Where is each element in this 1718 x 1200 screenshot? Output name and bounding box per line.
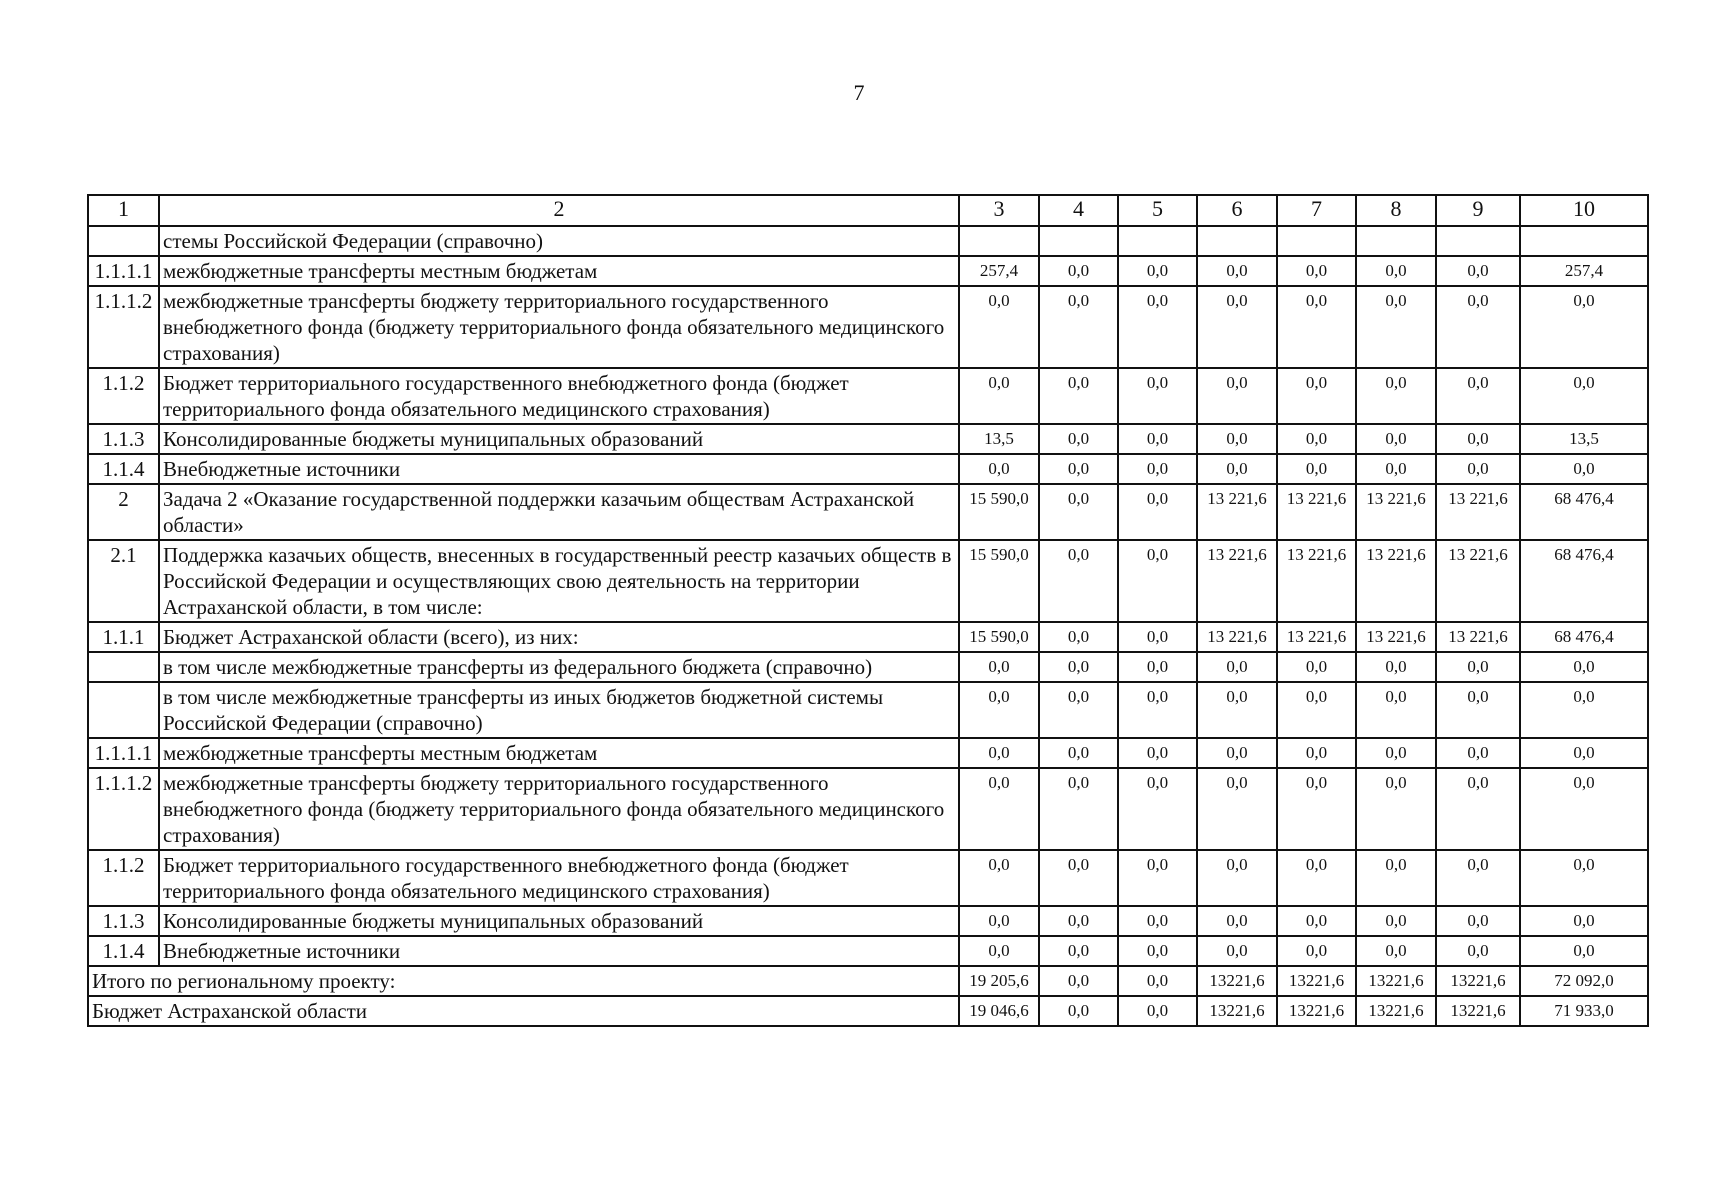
row-code: 1.1.4: [88, 936, 159, 966]
row-value-col-7: 0,0: [1277, 850, 1356, 906]
row-code: 1.1.1.2: [88, 286, 159, 368]
row-value-col-6: 13 221,6: [1197, 484, 1277, 540]
row-value-col-3: 0,0: [959, 454, 1039, 484]
row-value-col-4: 0,0: [1039, 652, 1118, 682]
row-name: межбюджетные трансферты бюджету территориального государственного внебюджетного фонда (бюджету территориального фонда обязательного медицинского страхования): [159, 286, 959, 368]
row-value-col-5: 0,0: [1118, 256, 1197, 286]
row-value-col-6: 0,0: [1197, 850, 1277, 906]
table-row: [88, 850, 1648, 906]
column-header-1: 1: [88, 195, 159, 226]
row-name: межбюджетные трансферты местным бюджетам: [159, 256, 959, 286]
total-value-col-7: 13221,6: [1277, 966, 1356, 996]
row-code: 1.1.1: [88, 622, 159, 652]
row-value-col-5: 0,0: [1118, 738, 1197, 768]
row-value-col-5: 0,0: [1118, 484, 1197, 540]
column-header-2: 2: [159, 195, 959, 226]
row-value-col-8: 0,0: [1356, 682, 1436, 738]
table-row: [88, 738, 1648, 768]
row-value-col-3: 257,4: [959, 256, 1039, 286]
row-value-col-6: 0,0: [1197, 286, 1277, 368]
row-value-col-5: 0,0: [1118, 424, 1197, 454]
total-value-col-8: 13221,6: [1356, 996, 1436, 1026]
row-name: межбюджетные трансферты бюджету территориального государственного внебюджетного фонда (бюджету территориального фонда обязательного медицинского страхования): [159, 768, 959, 850]
row-value-col-4: 0,0: [1039, 368, 1118, 424]
row-value-col-6: 0,0: [1197, 424, 1277, 454]
row-value-col-6: 0,0: [1197, 936, 1277, 966]
column-header-5: 5: [1118, 195, 1197, 226]
row-value-col-4: 0,0: [1039, 622, 1118, 652]
row-value-col-3: 13,5: [959, 424, 1039, 454]
total-value-col-7: 13221,6: [1277, 996, 1356, 1026]
row-value-col-10: 0,0: [1520, 682, 1648, 738]
row-value-col-7: 0,0: [1277, 738, 1356, 768]
total-value-col-5: 0,0: [1118, 996, 1197, 1026]
row-code: 1.1.1.1: [88, 256, 159, 286]
row-value-col-10: 0,0: [1520, 286, 1648, 368]
row-value-col-7: 0,0: [1277, 368, 1356, 424]
table-row: [88, 256, 1648, 286]
row-value-col-9: [1436, 226, 1520, 256]
row-value-col-4: 0,0: [1039, 540, 1118, 622]
row-value-col-3: 0,0: [959, 936, 1039, 966]
row-value-col-3: [959, 226, 1039, 256]
row-value-col-4: 0,0: [1039, 286, 1118, 368]
table-row: [88, 424, 1648, 454]
total-label: Бюджет Астраханской области: [88, 996, 959, 1026]
row-code: 1.1.2: [88, 850, 159, 906]
row-value-col-9: 0,0: [1436, 652, 1520, 682]
column-header-3: 3: [959, 195, 1039, 226]
total-label: Итого по региональному проекту:: [88, 966, 959, 996]
row-name: Внебюджетные источники: [159, 454, 959, 484]
row-value-col-6: 0,0: [1197, 454, 1277, 484]
row-value-col-6: 0,0: [1197, 906, 1277, 936]
row-value-col-3: 0,0: [959, 286, 1039, 368]
row-value-col-10: 0,0: [1520, 454, 1648, 484]
table-row: [88, 906, 1648, 936]
row-value-col-3: 0,0: [959, 906, 1039, 936]
row-value-col-4: [1039, 226, 1118, 256]
row-name: в том числе межбюджетные трансферты из иных бюджетов бюджетной системы Российской Федерации (справочно): [159, 682, 959, 738]
row-value-col-3: 0,0: [959, 368, 1039, 424]
row-value-col-9: 0,0: [1436, 906, 1520, 936]
row-value-col-8: 0,0: [1356, 936, 1436, 966]
total-value-col-5: 0,0: [1118, 966, 1197, 996]
row-value-col-7: 0,0: [1277, 936, 1356, 966]
row-value-col-3: 15 590,0: [959, 540, 1039, 622]
row-code: 1.1.2: [88, 368, 159, 424]
row-code: 1.1.4: [88, 454, 159, 484]
row-value-col-7: 0,0: [1277, 286, 1356, 368]
row-value-col-7: 0,0: [1277, 454, 1356, 484]
row-value-col-7: 0,0: [1277, 768, 1356, 850]
table-row: [88, 622, 1648, 652]
row-value-col-4: 0,0: [1039, 738, 1118, 768]
row-value-col-8: 0,0: [1356, 286, 1436, 368]
row-value-col-9: 13 221,6: [1436, 484, 1520, 540]
row-code: 1.1.1.1: [88, 738, 159, 768]
row-value-col-4: 0,0: [1039, 850, 1118, 906]
row-value-col-3: 0,0: [959, 738, 1039, 768]
row-value-col-10: 0,0: [1520, 368, 1648, 424]
row-value-col-7: 0,0: [1277, 256, 1356, 286]
row-value-col-4: 0,0: [1039, 768, 1118, 850]
row-name: Внебюджетные источники: [159, 936, 959, 966]
row-code: 2: [88, 484, 159, 540]
row-value-col-7: 13 221,6: [1277, 622, 1356, 652]
table-row: [88, 286, 1648, 368]
row-value-col-8: 0,0: [1356, 768, 1436, 850]
row-value-col-8: 0,0: [1356, 424, 1436, 454]
row-value-col-10: 68 476,4: [1520, 484, 1648, 540]
table-header-row: [88, 195, 1648, 226]
row-name: Задача 2 «Оказание государственной поддержки казачьим обществам Астраханской области»: [159, 484, 959, 540]
row-name: межбюджетные трансферты местным бюджетам: [159, 738, 959, 768]
row-name: Бюджет территориального государственного внебюджетного фонда (бюджет территориального фонда обязательного медицинского страхования): [159, 368, 959, 424]
row-value-col-3: 0,0: [959, 682, 1039, 738]
row-value-col-5: 0,0: [1118, 850, 1197, 906]
total-value-col-9: 13221,6: [1436, 966, 1520, 996]
table-row: [88, 652, 1648, 682]
row-value-col-7: 0,0: [1277, 682, 1356, 738]
row-value-col-7: 13 221,6: [1277, 540, 1356, 622]
total-value-col-9: 13221,6: [1436, 996, 1520, 1026]
row-value-col-9: 0,0: [1436, 682, 1520, 738]
row-value-col-10: 0,0: [1520, 768, 1648, 850]
total-value-col-4: 0,0: [1039, 996, 1118, 1026]
row-value-col-5: [1118, 226, 1197, 256]
row-value-col-10: 0,0: [1520, 850, 1648, 906]
row-value-col-7: 0,0: [1277, 424, 1356, 454]
budget-table: [87, 194, 1649, 1027]
row-value-col-9: 0,0: [1436, 768, 1520, 850]
row-value-col-4: 0,0: [1039, 936, 1118, 966]
table-row: [88, 226, 1648, 256]
table-row: [88, 936, 1648, 966]
total-row: [88, 966, 1648, 996]
row-value-col-4: 0,0: [1039, 682, 1118, 738]
row-value-col-3: 0,0: [959, 768, 1039, 850]
row-value-col-7: 0,0: [1277, 652, 1356, 682]
row-value-col-8: [1356, 226, 1436, 256]
row-value-col-8: 0,0: [1356, 906, 1436, 936]
row-value-col-6: 0,0: [1197, 738, 1277, 768]
row-value-col-3: 15 590,0: [959, 622, 1039, 652]
row-name: в том числе межбюджетные трансферты из федерального бюджета (справочно): [159, 652, 959, 682]
row-value-col-9: 0,0: [1436, 936, 1520, 966]
row-code: 1.1.3: [88, 424, 159, 454]
row-value-col-5: 0,0: [1118, 652, 1197, 682]
row-value-col-6: 0,0: [1197, 652, 1277, 682]
row-value-col-3: 0,0: [959, 850, 1039, 906]
row-value-col-9: 0,0: [1436, 286, 1520, 368]
row-value-col-10: 257,4: [1520, 256, 1648, 286]
total-value-col-3: 19 205,6: [959, 966, 1039, 996]
row-code: [88, 682, 159, 738]
row-value-col-5: 0,0: [1118, 286, 1197, 368]
total-value-col-4: 0,0: [1039, 966, 1118, 996]
row-value-col-10: 68 476,4: [1520, 622, 1648, 652]
row-value-col-8: 13 221,6: [1356, 484, 1436, 540]
row-name: Бюджет территориального государственного внебюджетного фонда (бюджет территориального фонда обязательного медицинского страхования): [159, 850, 959, 906]
row-value-col-4: 0,0: [1039, 256, 1118, 286]
row-name: стемы Российской Федерации (справочно): [159, 226, 959, 256]
total-value-col-6: 13221,6: [1197, 996, 1277, 1026]
table-row: [88, 768, 1648, 850]
row-value-col-4: 0,0: [1039, 484, 1118, 540]
row-value-col-8: 0,0: [1356, 454, 1436, 484]
row-value-col-6: 0,0: [1197, 256, 1277, 286]
row-code: 1.1.3: [88, 906, 159, 936]
row-value-col-10: 0,0: [1520, 906, 1648, 936]
row-code: [88, 652, 159, 682]
table-row: [88, 540, 1648, 622]
row-value-col-9: 0,0: [1436, 738, 1520, 768]
row-value-col-5: 0,0: [1118, 682, 1197, 738]
column-header-6: 6: [1197, 195, 1277, 226]
total-value-col-10: 71 933,0: [1520, 996, 1648, 1026]
row-value-col-8: 13 221,6: [1356, 540, 1436, 622]
row-value-col-6: 0,0: [1197, 768, 1277, 850]
row-value-col-8: 0,0: [1356, 850, 1436, 906]
total-value-col-3: 19 046,6: [959, 996, 1039, 1026]
row-name: Бюджет Астраханской области (всего), из них:: [159, 622, 959, 652]
row-value-col-9: 0,0: [1436, 368, 1520, 424]
row-value-col-10: 0,0: [1520, 652, 1648, 682]
column-header-9: 9: [1436, 195, 1520, 226]
row-code: [88, 226, 159, 256]
row-value-col-8: 0,0: [1356, 652, 1436, 682]
row-value-col-9: 0,0: [1436, 454, 1520, 484]
row-value-col-9: 0,0: [1436, 256, 1520, 286]
table-row: [88, 368, 1648, 424]
row-value-col-6: 0,0: [1197, 368, 1277, 424]
row-value-col-5: 0,0: [1118, 768, 1197, 850]
row-value-col-8: 13 221,6: [1356, 622, 1436, 652]
row-value-col-8: 0,0: [1356, 256, 1436, 286]
row-value-col-10: 0,0: [1520, 936, 1648, 966]
row-value-col-9: 13 221,6: [1436, 540, 1520, 622]
table-row: [88, 682, 1648, 738]
table-row: [88, 454, 1648, 484]
row-value-col-9: 13 221,6: [1436, 622, 1520, 652]
row-value-col-5: 0,0: [1118, 622, 1197, 652]
row-value-col-7: 0,0: [1277, 906, 1356, 936]
row-value-col-5: 0,0: [1118, 906, 1197, 936]
row-value-col-6: 13 221,6: [1197, 540, 1277, 622]
row-name: Консолидированные бюджеты муниципальных образований: [159, 424, 959, 454]
row-value-col-4: 0,0: [1039, 454, 1118, 484]
row-value-col-5: 0,0: [1118, 368, 1197, 424]
table-row: [88, 484, 1648, 540]
row-value-col-10: 68 476,4: [1520, 540, 1648, 622]
row-value-col-6: 0,0: [1197, 682, 1277, 738]
row-value-col-5: 0,0: [1118, 454, 1197, 484]
row-value-col-5: 0,0: [1118, 936, 1197, 966]
row-name: Поддержка казачьих обществ, внесенных в государственный реестр казачьих обществ в Российской Федерации и осуществляющих свою деятельность на территории Астраханской области, в том числе:: [159, 540, 959, 622]
total-row: [88, 996, 1648, 1026]
total-value-col-6: 13221,6: [1197, 966, 1277, 996]
row-code: 2.1: [88, 540, 159, 622]
row-code: 1.1.1.2: [88, 768, 159, 850]
row-value-col-5: 0,0: [1118, 540, 1197, 622]
row-value-col-3: 15 590,0: [959, 484, 1039, 540]
row-value-col-8: 0,0: [1356, 738, 1436, 768]
total-value-col-10: 72 092,0: [1520, 966, 1648, 996]
total-value-col-8: 13221,6: [1356, 966, 1436, 996]
column-header-7: 7: [1277, 195, 1356, 226]
row-value-col-6: [1197, 226, 1277, 256]
row-value-col-7: 13 221,6: [1277, 484, 1356, 540]
table-body: [88, 226, 1648, 1026]
row-value-col-7: [1277, 226, 1356, 256]
row-value-col-8: 0,0: [1356, 368, 1436, 424]
page-number: 7: [853, 80, 865, 105]
row-value-col-9: 0,0: [1436, 850, 1520, 906]
row-value-col-6: 13 221,6: [1197, 622, 1277, 652]
row-name: Консолидированные бюджеты муниципальных образований: [159, 906, 959, 936]
row-value-col-9: 0,0: [1436, 424, 1520, 454]
row-value-col-10: 13,5: [1520, 424, 1648, 454]
column-header-4: 4: [1039, 195, 1118, 226]
column-header-10: 10: [1520, 195, 1648, 226]
row-value-col-10: 0,0: [1520, 738, 1648, 768]
row-value-col-10: [1520, 226, 1648, 256]
row-value-col-4: 0,0: [1039, 906, 1118, 936]
row-value-col-4: 0,0: [1039, 424, 1118, 454]
row-value-col-3: 0,0: [959, 652, 1039, 682]
column-header-8: 8: [1356, 195, 1436, 226]
